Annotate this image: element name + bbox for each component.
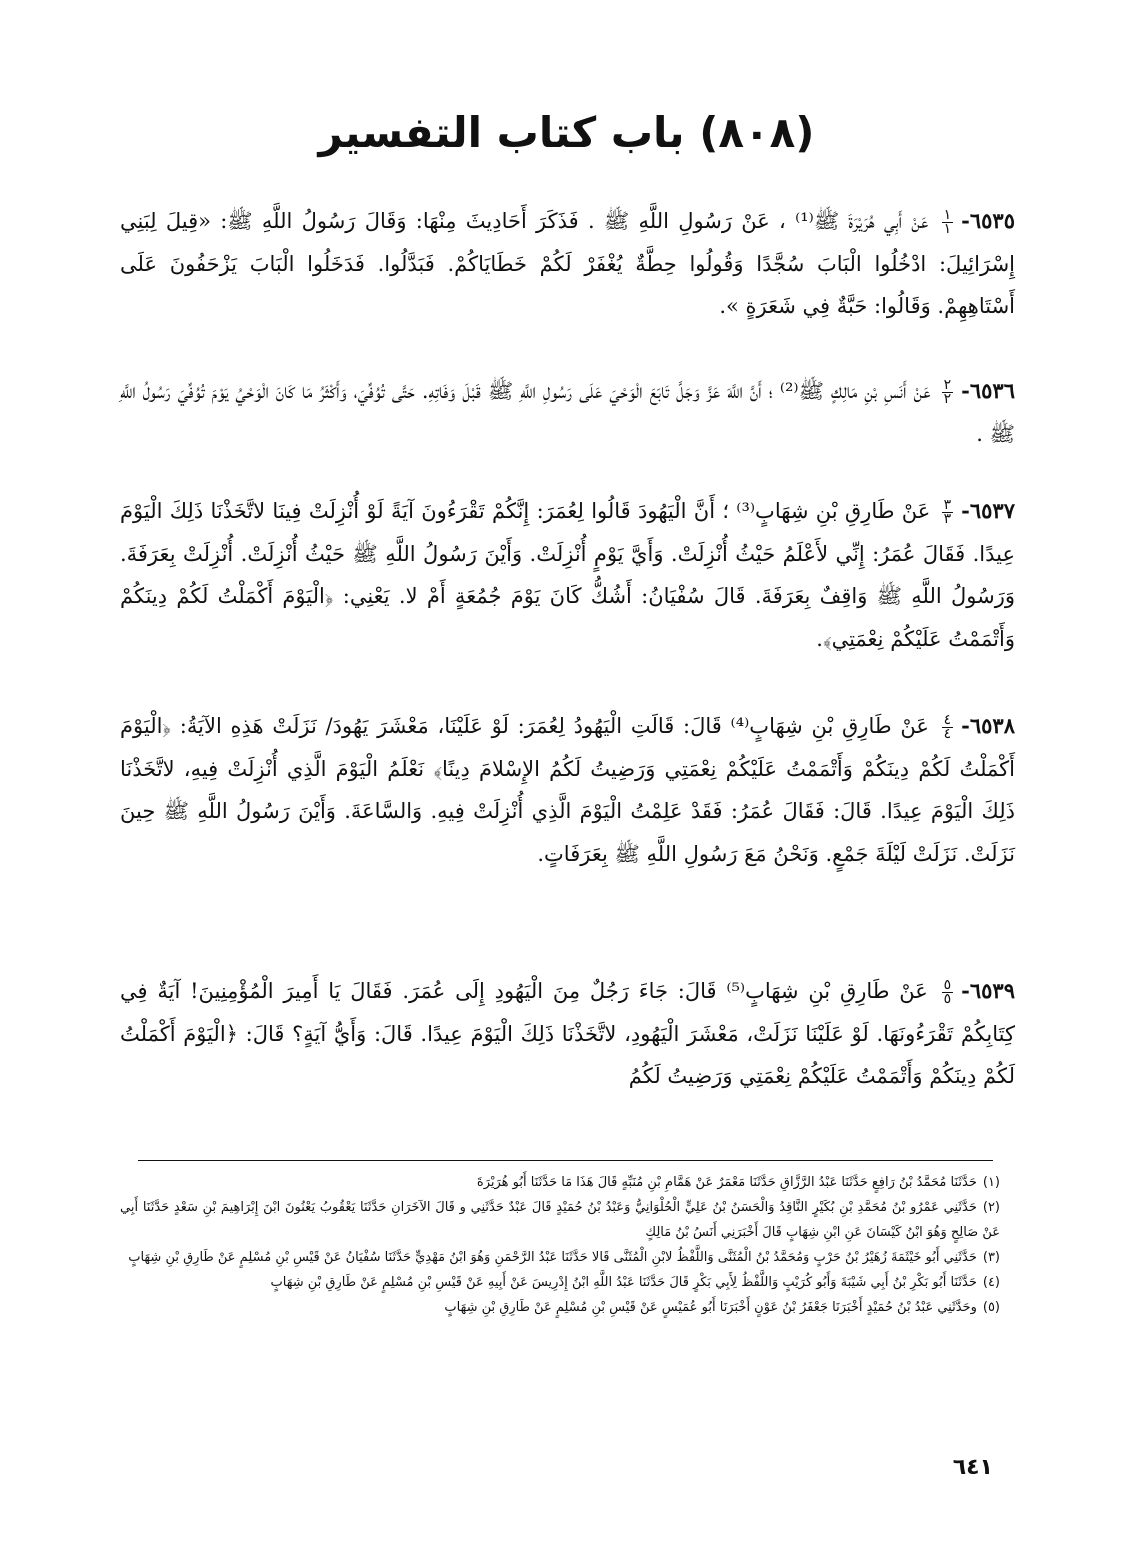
hadith-6539 — [120, 970, 1015, 1098]
footnote-5: (٥)وحَدَّثَنِي عَبْدُ بْنُ حُمَيْدٍ أَخْبَرَنَا جَعْفَرُ بْنُ عَوْنٍ أَخْبَرَنَا أَبُو عُمَيْسٍ عَنْ قَيْسِ بْنِ مُسْلِمٍ عَنْ طَارِقِ بْنِ شِهَابٍ — [444, 1300, 1000, 1315]
hadith-number: ٦٥٣٦- — [961, 378, 1015, 403]
hadith-6538 — [120, 705, 1015, 875]
page-number: ٦٤١ — [952, 1455, 993, 1480]
hadith-fraction: $\frac{٢}{٢}$ — [943, 377, 952, 407]
hadith-number: ٦٥٣٧- — [961, 498, 1015, 523]
hadith-text: عَنْ طَارِقِ بْنِ شِهَابٍ⁽⁴⁾ قَالَ: قَالَتِ الْيَهُودُ لِعُمَرَ: لَوْ عَلَيْنَا، مَعْشَرَ يَهُودَ/ نَزَلَتْ هَذِهِ الآيَةُ: ﴿الْيَوْمَ أَكْمَلْتُ لَكُمْ دِينَكُمْ وَأَتْمَمْتُ عَلَيْكُمْ نِعْمَتِي وَرَضِيتُ لَكُمُ الإِسْلامَ دِينًا﴾ نَعْلَمُ الْيَوْمَ الَّذِي أُنْزِلَتْ فِيهِ، لاتَّخَذْنَا ذَلِكَ الْيَوْمَ عِيدًا. قَالَ: فَقَالَ عُمَرُ: فَقَدْ عَلِمْتُ الْيَوْمَ الَّذِي أُنْزِلَتْ فِيهِ. وَالسَّاعَةَ. وَأَيْنَ رَسُولُ اللَّهِ ﷺ حِينَ نَزَلَتْ. نَزَلَتْ لَيْلَةَ جَمْعٍ. وَنَحْنُ مَعَ رَسُولِ اللَّهِ ﷺ بِعَرَفَاتٍ. — [120, 714, 1015, 866]
footnote-1: (١)حَدَّثَنَا مُحَمَّدُ بْنُ رَافِعٍ حَدَّثَنَا عَبْدُ الرَّزَّاقِ حَدَّثَنَا مَعْمَرٌ عَنْ هَمَّامِ بْنِ مُنَبِّهٍ قَالَ هَذَا مَا حَدَّثَنَا أَبُو هُرَيْرَةَ — [476, 1175, 1000, 1190]
hadith-text: عَنْ طَارِقِ بْنِ شِهَابٍ⁽³⁾ ؛ أَنَّ الْيَهُودَ قَالُوا لِعُمَرَ: إِنَّكُمْ تَقْرَءُونَ آيَةً لَوْ أُنْزِلَتْ فِينَا لاتَّخَذْنَا ذَلِكَ الْيَوْمَ عِيدًا. فَقَالَ عُمَرُ: إِنِّي لأَعْلَمُ حَيْثُ أُنْزِلَتْ. وَأَيَّ يَوْمٍ أُنْزِلَتْ. وَأَيْنَ رَسُولُ اللَّهِ ﷺ حَيْثُ أُنْزِلَتْ. أُنْزِلَتْ بِعَرَفَةَ. وَرَسُولُ اللَّهِ ﷺ وَاقِفٌ بِعَرَفَةَ. قَالَ سُفْيَانُ: أَشُكُّ كَانَ يَوْمَ جُمُعَةٍ أَمْ لا. يَعْنِي: ﴿الْيَوْمَ أَكْمَلْتُ لَكُمْ دِينَكُمْ وَأَتْمَمْتُ عَلَيْكُمْ نِعْمَتِي﴾. — [120, 499, 1015, 651]
hadith-fraction: $\frac{٣}{٣}$ — [943, 497, 952, 527]
hadith-text: عَنْ طَارِقِ بْنِ شِهَابٍ⁽⁵⁾ قَالَ: جَاءَ رَجُلٌ مِنَ الْيَهُودِ إِلَى عُمَرَ. فَقَالَ يَا أَمِيرَ الْمُؤْمِنِينَ! آيَةٌ فِي كِتَابِكُمْ تَقْرَءُونَهَا. لَوْ عَلَيْنَا نَزَلَتْ، مَعْشَرَ الْيَهُودِ، لاتَّخَذْنَا ذَلِكَ الْيَوْمَ عِيدًا. قَالَ: وَأَيُّ آيَةٍ؟ قَالَ: ﴿الْيَوْمَ أَكْمَلْتُ لَكُمْ دِينَكُمْ وَأَتْمَمْتُ عَلَيْكُمْ نِعْمَتِي وَرَضِيتُ لَكُمُ — [120, 979, 1015, 1088]
hadith-6535 — [120, 200, 1015, 328]
footnotes — [120, 1170, 1000, 1320]
hadith-text: عَنْ أَنَسِ بْنِ مَالِكٍ ﷺ⁽²⁾ ؛ أَنَّ اللَّهَ عَزَّ وَجَلَّ تَابَعَ الْوَحْيَ عَلَى رَسُولِ اللَّهِ ﷺ قَبْلَ وَفَاتِهِ. حَتَّى تُوُفِّيَ، وَأَكْثَرُ مَا كَانَ الْوَحْيُ يَوْمَ تُوُفِّيَ رَسُولُ اللَّهِ ﷺ . — [120, 379, 1015, 446]
chapter-title: (٨٠٨) باب كتاب التفسير — [318, 108, 815, 157]
hadith-6536 — [120, 370, 1015, 455]
hadith-fraction: $\frac{٤}{٤}$ — [943, 712, 952, 742]
hadith-text: عَنْ أَبِي هُرَيْرَةَ ﷺ⁽¹⁾ ، عَنْ رَسُولِ اللَّهِ ﷺ . فَذَكَرَ أَحَادِيثَ مِنْهَا: وَقَالَ رَسُولُ اللَّهِ ﷺ: «قِيلَ لِبَنِي إِسْرَائِيلَ: ادْخُلُوا الْبَابَ سُجَّدًا وَقُولُوا حِطَّةٌ يُغْفَرْ لَكُمْ خَطَايَاكُمْ. فَبَدَّلُوا. فَدَخَلُوا الْبَابَ يَزْحَفُونَ عَلَى أَسْتَاهِهِمْ. وَقَالُوا: حَبَّةٌ فِي شَعَرَةٍ ». — [120, 209, 1015, 318]
hadith-fraction: $\frac{٥}{٥}$ — [943, 977, 952, 1007]
footnote-divider — [138, 1160, 993, 1161]
footnote-4: (٤)حَدَّثَنَا أَبُو بَكْرِ بْنُ أَبِي شَيْبَةَ وَأَبُو كُرَيْبٍ وَاللَّفْظُ لِأَبِي بَكْرٍ قَالَ حَدَّثَنَا عَبْدُ اللَّهِ ابْنُ إِدْرِيسَ عَنْ أَبِيهِ عَنْ قَيْسِ بْنِ مُسْلِمٍ عَنْ طَارِقِ بْنِ شِهَابٍ — [270, 1275, 1000, 1290]
hadith-number: ٦٥٣٥- — [961, 208, 1015, 233]
footnote-3: (٣)حَدَّثَنِي أَبُو خَيْثَمَةَ زُهَيْرُ بْنُ حَرْبٍ وَمُحَمَّدُ بْنُ الْمُثَنَّى وَاللَّفْظُ لابْنِ الْمُثَنَّى قَالا حَدَّثَنَا عَبْدُ الرَّحْمَنِ وَهُوَ ابْنُ مَهْدِيٍّ حَدَّثَنَا سُفْيَانُ عَنْ قَيْسِ بْنِ مُسْلِمٍ عَنْ طَارِقِ بْنِ شِهَابٍ — [128, 1250, 1000, 1265]
hadith-fraction: $\frac{١}{١}$ — [943, 207, 952, 237]
hadith-6537 — [120, 490, 1015, 660]
footnote-2: (٢)حَدَّثَنِي عَمْرُو بْنُ مُحَمَّدِ بْنِ بُكَيْرٍ النَّاقِدُ وَالْحَسَنُ بْنُ عَلِيٍّ الْحُلْوَانِيُّ وَعَبْدُ بْنُ حُمَيْدٍ قَالَ عَبْدٌ حَدَّثَنِي و قَالَ الآخَرَانِ حَدَّثَنَا يَعْقُوبُ يَعْنُونَ ابْنَ إِبْرَاهِيمَ بْنِ سَعْدٍ حَدَّثَنَا أَبِي عَنْ صَالِحٍ وَهُوَ ابْنُ كَيْسَانَ عَنِ ابْنِ شِهَابٍ قَالَ أَخْبَرَنِي أَنَسُ بْنُ مَالِكٍ — [120, 1200, 1000, 1240]
hadith-number: ٦٥٣٩- — [961, 978, 1015, 1003]
hadith-number: ٦٥٣٨- — [961, 713, 1015, 738]
